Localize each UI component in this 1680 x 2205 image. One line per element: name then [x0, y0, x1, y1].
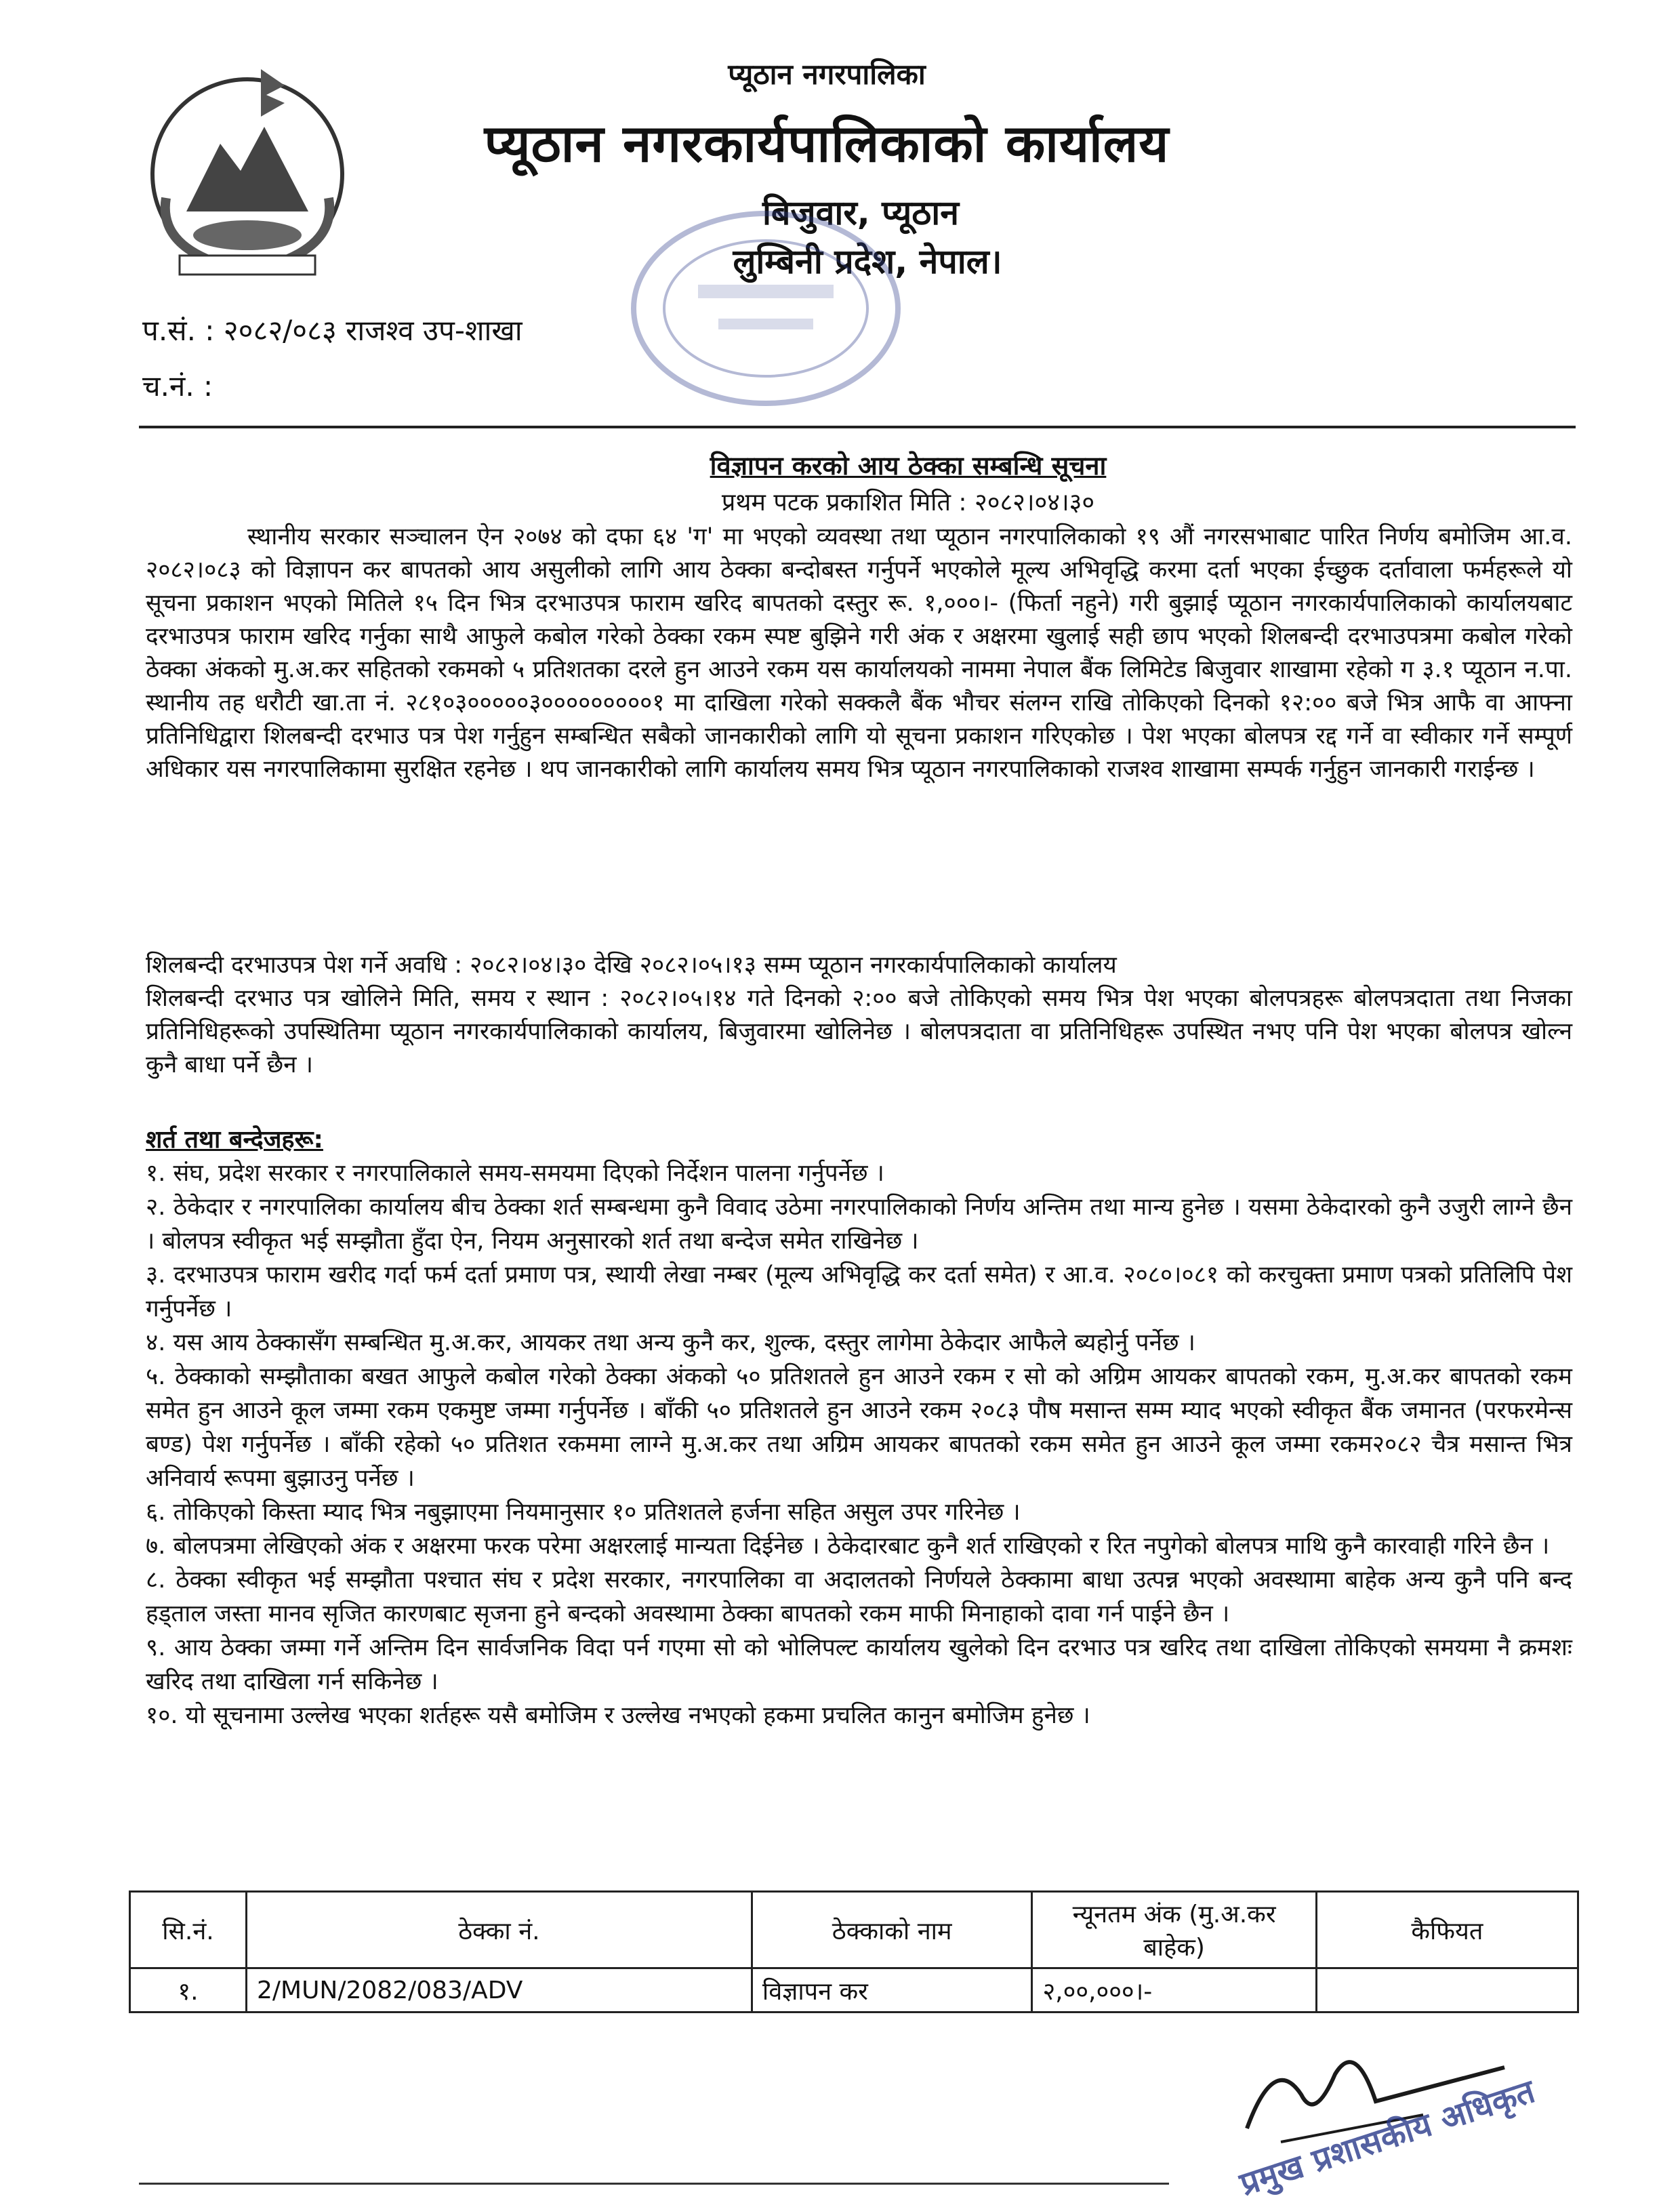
- column-header-contract-name: ठेक्काको नाम: [752, 1892, 1032, 1968]
- submission-period: शिलबन्दी दरभाउपत्र पेश गर्ने अवधि : २०८२।०४।३० देखि २०८२।०५।१३ सम्म प्यूठान नगरकार्यपालिकाको कार्यालय: [146, 952, 1117, 979]
- cell-remarks: [1316, 1968, 1578, 2012]
- condition-item: २. ठेकेदार र नगरपालिका कार्यालय बीच ठेक्का शर्त सम्बन्धमा कुनै विवाद उठेमा नगरपालिकाको निर्णय अन्तिम तथा मान्य हुनेछ । यसमा ठेकेदारको कुनै उजुरी लाग्ने छैन । बोलपत्र स्वीकृत भई सम्झौता हुँदा ऐन, नियम अनुसारको शर्त तथा बन्देज समेत राखिनेछ ।: [146, 1194, 1572, 1255]
- contract-table: [129, 1890, 1579, 2013]
- condition-item: ९. आय ठेक्का जम्मा गर्ने अन्तिम दिन सार्वजनिक विदा पर्न गएमा सो को भोलिपल्ट कार्यालय खुलेको दिन दरभाउ पत्र खरिद तथा दाखिला तोकिएको समयमा नै क्रमशः खरिद तथा दाखिला गर्न सकिनेछ ।: [146, 1634, 1572, 1695]
- column-header-remarks: कैफियत: [1316, 1892, 1578, 1968]
- cell-contract-no: 2/MUN/2082/083/ADV: [246, 1968, 752, 2012]
- column-header-minimum-amount: न्यूनतम अंक (मु.अ.कर बाहेक): [1032, 1892, 1316, 1968]
- condition-item: ३. दरभाउपत्र फाराम खरीद गर्दा फर्म दर्ता प्रमाण पत्र, स्थायी लेखा नम्बर (मूल्य अभिवृद्धि कर दर्ता समेत) र आ.व. २०८०।०८१ को करचुक्ता प्रमाण पत्रको प्रतिलिपि पेश गर्नुपर्नेछ ।: [146, 1261, 1572, 1322]
- condition-item: ५. ठेक्काको सम्झौताका बखत आफुले कबोल गरेको ठेक्का अंकको ५० प्रतिशतले हुन आउने रकम र सो को अग्रिम आयकर बापतको रकम, मु.अ.कर बापतको रकम समेत हुन आउने कूल जम्मा रकम एकमुष्ट जम्मा गर्नुपर्नेछ । बाँकी ५० प्रतिशतले हुन आउने रकम २०८३ पौष मसान्त सम्म म्याद भएको स्वीकृत बैंक जमानत (परफरमेन्स बण्ड) पेश गर्नुपर्नेछ । बाँकी रहेको ५० प्रतिशत रकममा लाग्ने मु.अ.कर तथा अग्रिम आयकर बापतको रकम समेत हुन आउने कूल जम्मा रकम२०८२ चैत्र मसान्त भित्र अनिवार्य रूपमा बुझाउनु पर्नेछ ।: [146, 1363, 1572, 1492]
- publish-date: प्रथम पटक प्रकाशित मिति : २०८२।०४।३०: [721, 489, 1095, 517]
- condition-item: ४. यस आय ठेक्कासँग सम्बन्धित मु.अ.कर, आयकर तथा अन्य कुनै कर, शुल्क, दस्तुर लागेमा ठेकेदार आफैले ब्यहोर्नु पर्नेछ ।: [146, 1329, 1195, 1356]
- condition-item: ८. ठेक्का स्वीकृत भई सम्झौता पश्चात संघ र प्रदेश सरकार, नगरपालिका वा अदालतको निर्णयले ठेक्कामा बाधा उत्पन्न भएको अवस्थामा बाहेक अन्य कुनै पनि बन्द हड्ताल जस्ता मानव सृजित कारणबाट सृजना हुने बन्दको अवस्थामा ठेक्का बापतको रकम माफी मिनाहाको दावा गर्न पाईने छैन ।: [146, 1566, 1572, 1627]
- cell-serial: १.: [130, 1968, 247, 2012]
- signatory-title: प्रमुख प्रशासकीय अधिकृत: [1235, 2072, 1540, 2204]
- letter-reference-number: प.सं. : २०८२/०८३ राजश्व उप-शाखा: [142, 314, 523, 347]
- header-divider: [139, 426, 1576, 428]
- cell-minimum-amount: २,००,०००।-: [1032, 1968, 1316, 2012]
- office-name: प्यूठान नगरकार्यपालिकाको कार्यालय: [484, 113, 1170, 174]
- table-row: [130, 1968, 1578, 2012]
- office-location: बिजुवार, प्यूठान: [762, 193, 959, 232]
- column-header-contract-no: ठेक्का नं.: [246, 1892, 752, 1968]
- conditions-list: [146, 1156, 1572, 1733]
- municipality-name: प्यूठान नगरपालिका: [728, 58, 926, 91]
- table-header-row: [130, 1892, 1578, 1968]
- footer-divider: [139, 2183, 1169, 2185]
- cell-contract-name: विज्ञापन कर: [752, 1968, 1032, 2012]
- dispatch-number: च.नं. :: [142, 369, 213, 403]
- bid-opening-info: शिलबन्दी दरभाउ पत्र खोलिने मिति, समय र स्थान : २०८२।०५।१४ गते दिनको २:०० बजे तोकिएको समय भित्र पेश भएका बोलपत्रहरू बोलपत्रदाता तथा निजका प्रतिनिधिहरूको उपस्थितिमा प्यूठान नगरकार्यपालिकाको कार्यालय, बिजुवारमा खोलिनेछ । बोलपत्रदाता वा प्रतिनिधिहरू उपस्थित नभए पनि पेश भएका बोलपत्र खोल्न कुनै बाधा पर्ने छैन ।: [146, 985, 1572, 1078]
- notice-body: स्थानीय सरकार सञ्चालन ऐन २०७४ को दफा ६४ 'ग' मा भएको व्यवस्था तथा प्यूठान नगरपालिकाको १९ औं नगरसभाबाट पारित निर्णय बमोजिम आ.व. २०८२।०८३ को विज्ञापन कर बापतको आय असुलीको लागि आय ठेक्का बन्दोबस्त गर्नुपर्ने भएकोले मूल्य अभिवृद्धि करमा दर्ता भएका ईच्छुक दर्तावाला फर्महरूले यो सूचना प्रकाशन भएको मितिले १५ दिन भित्र दरभाउपत्र फाराम खरिद बापतको दस्तुर रू. १,०००।- (फिर्ता नहुने) गरी बुझाई प्यूठान नगरकार्यपालिकाको कार्यालयबाट दरभाउपत्र फाराम खरिद गर्नुका साथै आफुले कबोल गरेको ठेक्का रकम स्पष्ट बुझिने गरी अंक र अक्षरमा खुलाई सही छाप भएको शिलबन्दी दरभाउपत्रमा कबोल गरेको ठेक्का अंकको मु.अ.कर सहितको रकमको ५ प्रतिशतका दरले हुन आउने रकम यस कार्यालयको नाममा नेपाल बैंक लिमिटेड बिजुवार शाखामा रहेको ग ३.१ प्यूठान न.पा. स्थानीय तह धरौटी खा.ता नं. २८१०३०००००३०००००००००१ मा दाखिला गरेको सक्कलै बैंक भौचर संलग्न राखि तोकिएको दिनको १२:०० बजे भित्र आफै वा आफ्ना प्रतिनिधिद्वारा शिलबन्दी दरभाउ पत्र पेश गर्नुहुन सम्बन्धित सबैको जानकारीको लागि यो सूचना प्रकाशन गरिएकोछ । पेश भएका बोलपत्र रद्द गर्ने वा स्वीकार गर्ने सम्पूर्ण अधिकार यस नगरपालिकामा सुरक्षित रहनेछ । थप जानकारीको लागि कार्यालय समय भित्र प्यूठान नगरपालिकाको राजश्व शाखामा सम्पर्क गर्नुहुन जानकारी गराईन्छ ।: [146, 523, 1572, 783]
- notice-title: विज्ञापन करको आय ठेक्का सम्बन्धि सूचना: [710, 451, 1107, 481]
- office-province: लुम्बिनी प्रदेश, नेपाल।: [733, 242, 1002, 281]
- nepal-emblem-icon: [139, 62, 356, 279]
- condition-item: १. संघ, प्रदेश सरकार र नगरपालिकाले समय-समयमा दिएको निर्देशन पालना गर्नुपर्नेछ ।: [146, 1160, 884, 1187]
- column-header-serial: सि.नं.: [130, 1892, 247, 1968]
- conditions-heading: शर्त तथा बन्देजहरू:: [146, 1126, 323, 1154]
- condition-item: १०. यो सूचनामा उल्लेख भएका शर्तहरू यसै बमोजिम र उल्लेख नभएको हकमा प्रचलित कानुन बमोजिम हुनेछ ।: [146, 1702, 1090, 1729]
- condition-item: ६. तोकिएको किस्ता म्याद भित्र नबुझाएमा नियमानुसार १० प्रतिशतले हर्जना सहित असुल उपर गरिनेछ ।: [146, 1499, 1021, 1526]
- condition-item: ७. बोलपत्रमा लेखिएको अंक र अक्षरमा फरक परेमा अक्षरलाई मान्यता दिईनेछ । ठेकेदारबाट कुनै शर्त राखिएको र रित नपुगेको बोलपत्र माथि कुनै कारवाही गरिने छैन ।: [146, 1533, 1550, 1560]
- office-stamp-icon: [623, 203, 908, 413]
